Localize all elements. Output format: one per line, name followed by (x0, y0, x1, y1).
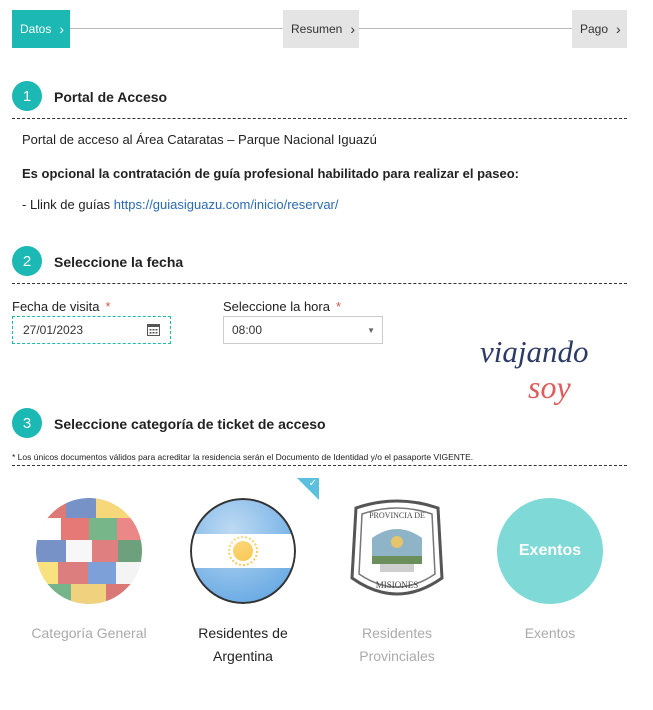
step-resumen[interactable] (283, 10, 359, 48)
visit-date-input[interactable] (12, 316, 171, 344)
caption-line: Residentes de (198, 625, 288, 641)
section-portal-header (12, 81, 627, 113)
category-exentos[interactable] (475, 490, 625, 680)
category-caption (168, 622, 318, 668)
category-residentes-provinciales[interactable] (322, 490, 472, 680)
caret-down-icon: ▼ (367, 326, 375, 335)
step-number-badge: 1 (12, 81, 42, 111)
date-field-label (12, 299, 111, 314)
section-title: Portal de Acceso (54, 89, 168, 105)
step-datos[interactable] (12, 10, 70, 48)
time-value: 08:00 (232, 323, 263, 337)
guide-link[interactable]: https://guiasiguazu.com/inicio/reservar/ (113, 197, 339, 212)
step-number-badge: 2 (12, 246, 42, 276)
logo-text-soy: soy (528, 369, 571, 405)
section-divider (12, 283, 627, 284)
world-flags-icon (36, 498, 142, 604)
chevron-right-icon: › (350, 21, 356, 37)
calendar-icon[interactable] (147, 323, 160, 336)
exentos-badge (497, 498, 603, 604)
step-label: Resumen (291, 22, 343, 36)
checkmark-icon: ✓ (308, 478, 317, 489)
guide-link-line (22, 197, 339, 212)
section-categoria-header (12, 408, 627, 440)
step-pago[interactable] (572, 10, 627, 48)
caption-line: Argentina (213, 648, 273, 664)
time-select[interactable] (223, 316, 383, 344)
category-caption (475, 622, 625, 645)
seal-text-bottom: MISIONES (375, 580, 419, 590)
caption-line: Categoría General (31, 625, 147, 641)
section-divider (12, 118, 627, 119)
section-title: Seleccione la fecha (54, 254, 184, 270)
step-number-badge: 3 (12, 408, 42, 438)
portal-description: Portal de acceso al Área Cataratas – Parque Nacional Iguazú (22, 132, 377, 147)
seal-text-top: PROVINCIA DE (369, 511, 425, 520)
date-label-text: Fecha de visita (12, 299, 100, 314)
caption-line: Provinciales (359, 648, 435, 664)
section-title: Seleccione categoría de ticket de acceso (54, 416, 326, 432)
section-fecha-header (12, 246, 627, 278)
argentina-flag-icon (190, 498, 296, 604)
required-mark: * (105, 299, 111, 314)
misiones-seal-icon (344, 498, 450, 604)
guide-link-prefix: - Llink de guías (22, 197, 114, 212)
section-divider (12, 465, 627, 466)
chevron-right-icon: › (616, 21, 621, 37)
time-label-text: Seleccione la hora (223, 299, 330, 314)
required-mark: * (335, 299, 342, 314)
category-general[interactable] (14, 490, 164, 680)
viajando-soy-logo (478, 326, 593, 412)
logo-text-viajando: viajando (480, 334, 589, 369)
step-label: Pago (580, 22, 609, 36)
caption-line: Residentes (361, 625, 433, 641)
caption-line: Exentos (524, 625, 576, 641)
category-residentes-argentina[interactable] (168, 490, 318, 680)
residency-note: * Los únicos documentos válidos para acreditar la residencia serán el Documento de Identidad y/o el pasaporte VIGENTE. (12, 452, 474, 462)
guide-optional-note: Es opcional la contratación de guía profesional habilitado para realizar el paseo: (22, 166, 520, 181)
category-caption (14, 622, 164, 645)
chevron-right-icon: › (59, 21, 65, 37)
time-field-label (223, 299, 341, 314)
date-value: 27/01/2023 (23, 323, 84, 337)
selected-indicator (297, 478, 319, 500)
checkout-stepper (12, 10, 627, 48)
step-label: Datos (20, 22, 52, 36)
category-caption (322, 622, 472, 668)
exentos-badge-text: Exentos (518, 542, 582, 559)
